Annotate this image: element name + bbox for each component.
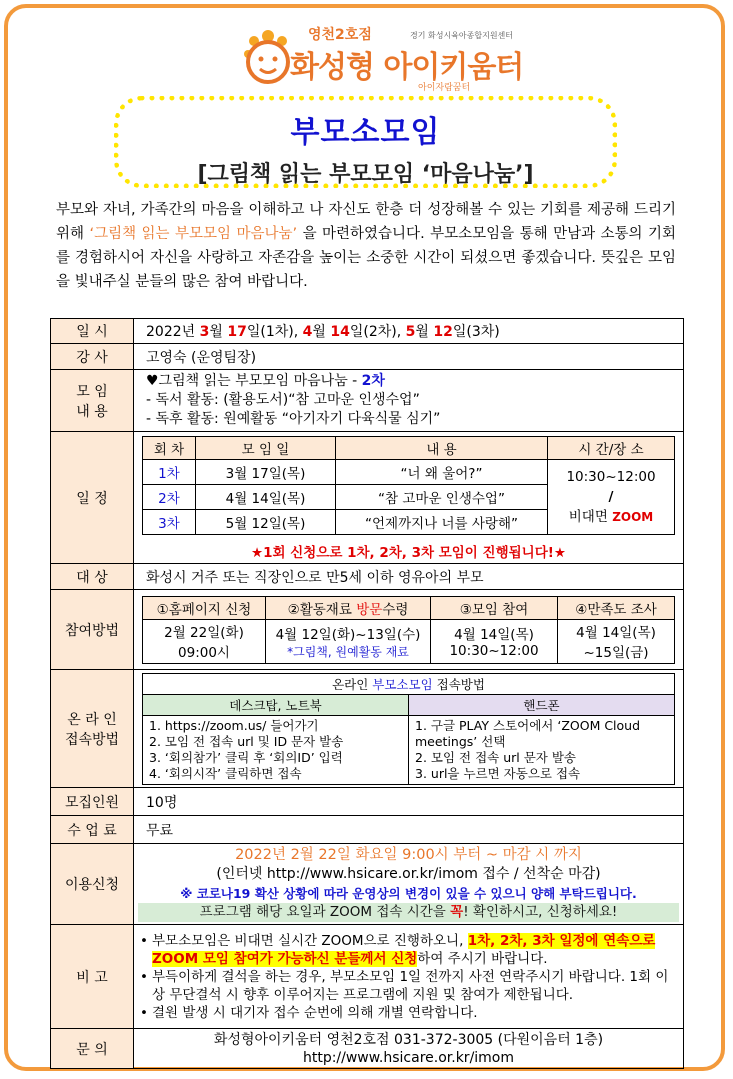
date2-b: 일(2차), (349, 324, 406, 340)
schedule-notice: ★1회 신청으로 1차, 2차, 3차 모임이 진행됩니다!★ (250, 545, 567, 561)
step3-header: ③모임 참여 (431, 596, 558, 619)
label-date: 일 시 (51, 319, 134, 344)
row-online (51, 670, 684, 788)
date3-a: 월 (415, 324, 434, 340)
date-prefix: 2022년 (146, 324, 200, 340)
desktop-step: 4. ‘회의시작’ 클릭하면 접속 (149, 765, 302, 781)
phone-header: 핸드폰 (409, 694, 675, 715)
desktop-steps (143, 715, 409, 784)
schedule-zoom: ZOOM (612, 510, 654, 524)
schedule-round: 1차 (143, 460, 196, 485)
title-box (114, 96, 617, 188)
schedule-table (142, 436, 675, 535)
value-contact (134, 1029, 684, 1069)
date1-month: 3 (199, 324, 210, 340)
participation-table (142, 596, 675, 664)
value-notes (134, 925, 684, 1029)
value-target: 화성시 거주 또는 직장인으로 만5세 이하 영유아의 부모 (134, 564, 684, 590)
apply-period: 2022년 2월 22일 화요일 9:00시 부터 ~ 마감 시 까지 (235, 847, 582, 863)
value-capacity: 10명 (134, 788, 684, 816)
partner-name: 경기 화성시육아종합지원센터 (410, 31, 514, 40)
apply-check-b: 꼭 (450, 904, 464, 920)
note-item: • 결원 발생 시 대기자 접수 순번에 의해 개별 연락합니다. (140, 1004, 478, 1021)
step1-date: 2월 22일(화) (164, 625, 244, 641)
step4-value (558, 619, 675, 663)
row-contact (51, 1029, 684, 1069)
row-content (51, 370, 684, 432)
step3-time: 10:30~12:00 (449, 643, 539, 659)
logo-title: 화성형 아이키움터 (290, 50, 524, 85)
date2-month: 4 (302, 324, 313, 340)
step3-value (431, 619, 558, 663)
branch-name: 영천2호점 (308, 27, 372, 43)
online-title (143, 673, 675, 694)
schedule-topic: “언제까지나 너를 사랑해” (336, 510, 548, 535)
value-apply (134, 844, 684, 925)
value-participation (134, 590, 684, 670)
row-fee (51, 816, 684, 844)
apply-method: (인터넷 http://www.hsicare.or.kr/imom 접수 / 선착순 마감) (216, 866, 601, 882)
schedule-round: 2차 (143, 485, 196, 510)
phone-step: 3. url을 누르면 자동으로 접속 (415, 765, 581, 781)
label-content (51, 370, 134, 432)
row-notes (51, 925, 684, 1029)
content-line1: ♥그림책 읽는 부모모임 마음나눔 - (146, 373, 362, 389)
schedule-time-place (548, 460, 675, 535)
date2-day: 14 (330, 324, 350, 340)
intro-highlight: ‘그림책 읽는 부모모임 마음나눔’ (89, 226, 298, 242)
label-online (51, 670, 134, 788)
label-content-1: 모 임 (76, 383, 108, 400)
note3: 결원 발생 시 대기자 접수 순번에 의해 개별 연락합니다. (152, 1004, 478, 1021)
value-content (134, 370, 684, 432)
label-content-2: 내 용 (76, 403, 108, 420)
schedule-header-date: 모 임 일 (196, 437, 336, 460)
label-participation: 참여방법 (51, 590, 134, 670)
label-apply: 이용신청 (51, 844, 134, 925)
desktop-step: 1. https://zoom.us/ 들어가기 (149, 717, 319, 733)
row-apply (51, 844, 684, 925)
date3-month: 5 (405, 324, 416, 340)
label-capacity: 모집인원 (51, 788, 134, 816)
desktop-header: 데스크탑, 노트북 (143, 694, 409, 715)
schedule-round: 3차 (143, 510, 196, 535)
row-participation (51, 590, 684, 670)
schedule-header-time: 시 간/장 소 (548, 437, 675, 460)
step2-note: *그림책, 원예활동 재료 (287, 644, 409, 659)
date3-day: 12 (433, 324, 453, 340)
label-target: 대 상 (51, 564, 134, 590)
online-table (142, 673, 675, 785)
apply-check-notice (138, 903, 679, 922)
date1-a: 월 (209, 324, 228, 340)
value-instructor: 고영숙 (운영팀장) (134, 344, 684, 370)
label-instructor: 강 사 (51, 344, 134, 370)
date1-b: 일(1차), (246, 324, 303, 340)
schedule-topic: “너 왜 울어?” (336, 460, 548, 485)
note1-c: 하여 주시기 바랍니다. (417, 950, 548, 967)
schedule-header-round: 회 차 (143, 437, 196, 460)
intro-paragraph (56, 198, 676, 294)
step2-a: ②활동재료 (287, 601, 357, 618)
intro-text-2: 을 마련하였습니다. 부모소모임을 통해 만남과 소통의 기회를 경험하시어 자신을 사랑하고 자존감을 높이는 소중한 시간이 되셨으면 좋겠습니다. 뜻깊은 모임을 빛내주실 분들의 많은 참여 바랍니다. (56, 226, 677, 290)
date3-b: 일(3차) (452, 324, 500, 340)
label-fee: 수 업 료 (51, 816, 134, 844)
step2-header (266, 596, 431, 619)
step1-header: ①홈페이지 신청 (143, 596, 266, 619)
desktop-step: 3. ‘회의참가’ 클릭 후 ‘회의ID’ 입력 (149, 749, 343, 765)
date2-a: 월 (312, 324, 331, 340)
date1-day: 17 (227, 324, 247, 340)
desktop-step: 2. 모임 전 접속 url 및 ID 문자 발송 (149, 733, 344, 749)
note2: 부득이하게 결석을 하는 경우, 부모소모임 1일 전까지 사전 연락주시기 바랍니다. 1회 이상 무단결석 시 향후 이루어지는 프로그램에 지원 및 참여가 제한됩니다. (152, 968, 669, 1003)
apply-covid-notice: ※ 코로나19 확산 상황에 따라 운영상의 변경이 있을 수 있으니 양해 부탁드립니다. (180, 886, 637, 901)
row-capacity (51, 788, 684, 816)
note1-a: 부모소모임은 비대면 실시간 ZOOM으로 진행하오니, (152, 932, 468, 949)
contact-url[interactable]: http://www.hsicare.or.kr/imom (302, 1049, 515, 1066)
value-fee: 무료 (134, 816, 684, 844)
apply-check-c: ! 확인하시고, 신청하세요! (463, 904, 618, 920)
label-online-2: 접속방법 (64, 731, 120, 748)
schedule-time: 10:30~12:00 (566, 469, 656, 485)
step4-header: ④만족도 조사 (558, 596, 675, 619)
schedule-date: 3월 17일(목) (196, 460, 336, 485)
step1-value (143, 619, 266, 663)
label-schedule: 일 정 (51, 432, 134, 564)
schedule-slash: / (608, 489, 614, 505)
organization-logo (240, 22, 524, 93)
content-line2: - 독서 활동: (활용도서)“참 고마운 인생수업” (146, 392, 420, 408)
schedule-topic: “참 고마운 인생수업” (336, 485, 548, 510)
step4-date2: ~15일(금) (583, 645, 649, 661)
schedule-date: 5월 12일(목) (196, 510, 336, 535)
label-contact: 문 의 (51, 1029, 134, 1069)
page-subtitle: [그림책 읽는 부모모임 ‘마음나눔’] (197, 162, 534, 187)
logo-subtitle: 아이자람꿈터 (418, 83, 471, 93)
online-title-b: 부모소모임 (372, 676, 433, 692)
sun-character-icon (240, 28, 296, 86)
page-title: 부모소모임 (290, 115, 441, 150)
row-instructor (51, 344, 684, 370)
schedule-header-topic: 내 용 (336, 437, 548, 460)
step2-date: 4월 12일(화)~13일(수) (275, 626, 421, 643)
step4-date: 4월 14일(목) (576, 625, 656, 641)
label-notes: 비 고 (51, 925, 134, 1029)
row-target (51, 564, 684, 590)
value-online (134, 670, 684, 788)
phone-steps (409, 715, 675, 784)
step1-time: 09:00시 (178, 645, 230, 661)
step3-date: 4월 14일(목) (454, 627, 534, 643)
note-item: • 부모소모임은 비대면 실시간 ZOOM으로 진행하오니, 1차, 2차, 3차 일정에 연속으로 ZOOM 모임 참여가 가능하신 분들께서 신청하여 주시기 바랍니다. (140, 932, 656, 967)
step2-visit: 방문 (356, 601, 383, 618)
step2-value (266, 619, 431, 663)
intro-text-1: 부모와 자녀, 가족간의 마음을 이해하고 나 자신도 한층 더 성장해볼 수 있는 기회를 제공해 드리기 위해 (56, 202, 676, 242)
note1-highlight: 1차, 2차, 3차 일정에 연속으로 ZOOM 모임 참여가 가능하신 분들께서 신청 (152, 932, 656, 967)
online-title-c: 접속방법 (432, 676, 485, 692)
note-item: • 부득이하게 결석을 하는 경우, 부모소모임 1일 전까지 사전 연락주시기 바랍니다. 1회 이상 무단결석 시 향후 이루어지는 프로그램에 지원 및 참여가 제한됩니다. (140, 968, 673, 1004)
phone-step: 1. 구글 PLAY 스토어에서 ‘ZOOM Cloud meetings’ 선택 (415, 717, 641, 749)
schedule-place: 비대면 (568, 509, 613, 525)
step2-c: 수령 (382, 601, 409, 618)
contact-line1: 화성형아이키움터 영천2호점 031-372-3005 (다원이음터 1층) (213, 1031, 604, 1048)
value-schedule (134, 432, 684, 564)
content-line3: - 독후 활동: 원예활동 “아기자기 다육식물 심기” (146, 411, 441, 427)
phone-step: 2. 모임 전 접속 url 문자 발송 (415, 749, 576, 765)
schedule-date: 4월 14일(목) (196, 485, 336, 510)
value-date (134, 319, 684, 344)
label-online-1: 온 라 인 (67, 711, 117, 728)
apply-check-a: 프로그램 해당 요일과 ZOOM 접속 시간을 (199, 904, 451, 920)
row-schedule (51, 432, 684, 564)
content-round: 2차 (361, 373, 385, 389)
info-table (50, 318, 684, 1069)
schedule-row (143, 460, 675, 485)
row-date (51, 319, 684, 344)
online-title-a: 온라인 (332, 676, 373, 692)
